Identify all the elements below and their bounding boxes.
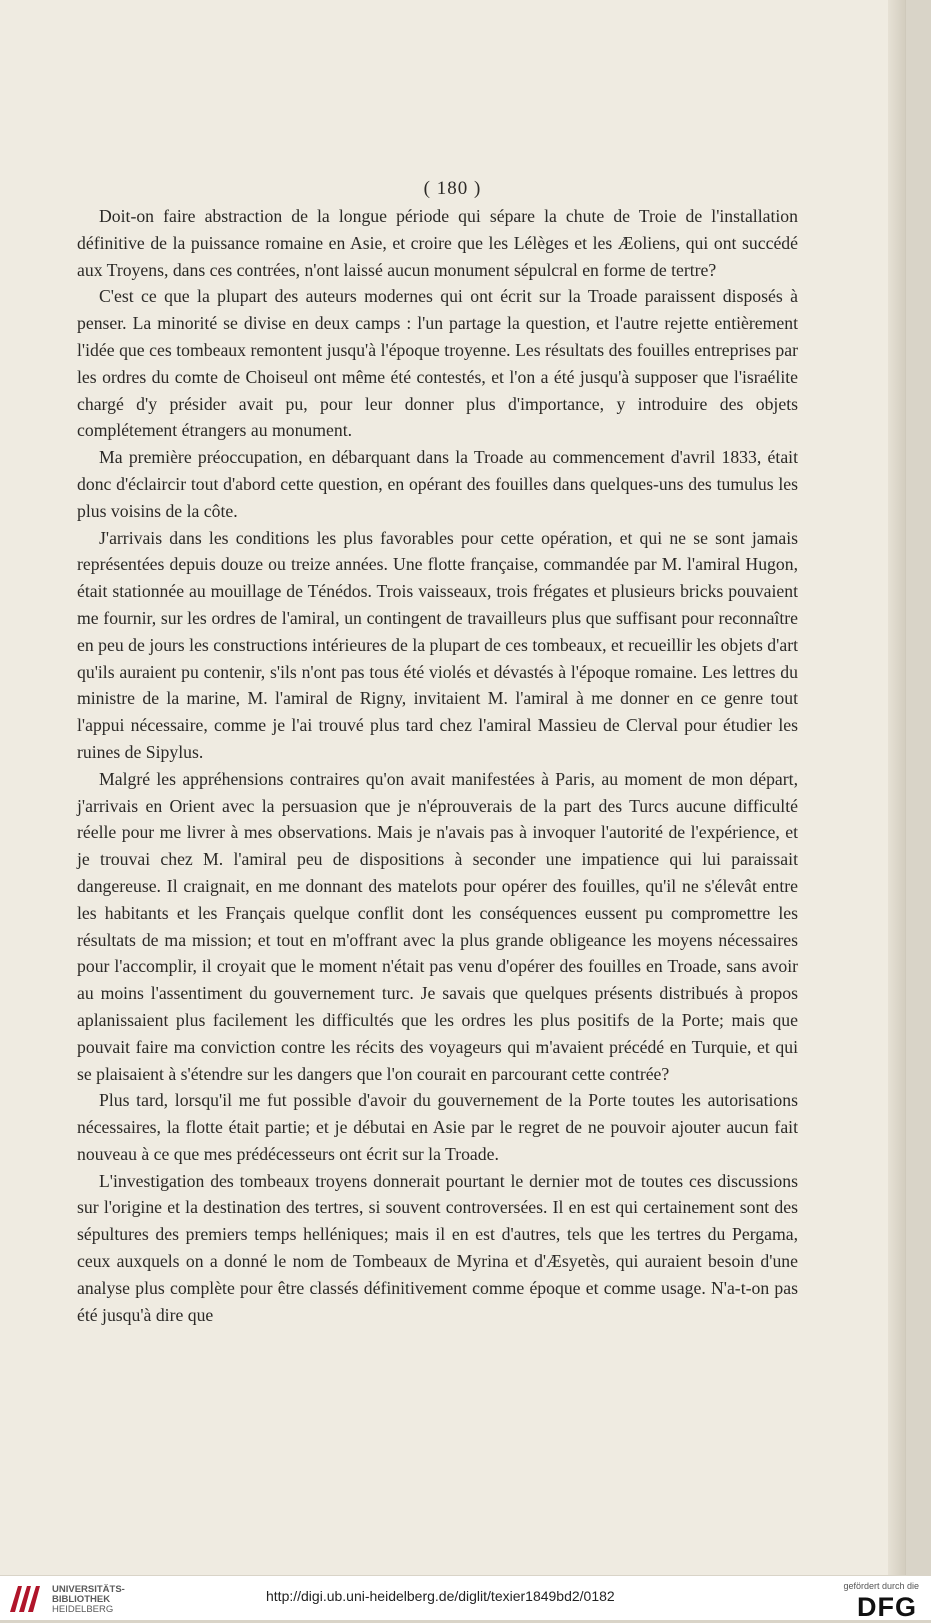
library-name-line: UNIVERSITÄTS- — [52, 1584, 125, 1595]
dfg-logo: DFG — [857, 1592, 917, 1622]
paragraph: Plus tard, lorsqu'il me fut possible d'avoir du gouvernement de la Porte toutes les autorisations nécessaires, la flotte était partie; et je débutai en Asie par le regret de ne pouvoir ajouter aucun fait nouveau à ce que mes prédécesseurs ont écrit sur la Troade. — [77, 1090, 798, 1164]
library-name — [52, 1585, 125, 1615]
funder-caption: gefördert durch die — [843, 1581, 919, 1591]
paragraph: C'est ce que la plupart des auteurs modernes qui ont écrit sur la Troade paraissent disposés à penser. La minorité se divise en deux camps : l'un partage la question, et l'autre rejette entièrement l'idée que ces tombeaux remontent jusqu'à l'époque troyenne. Les résultats des fouilles entreprises par les ordres du comte de Choiseul ont même été contestés, et l'on a été jusqu'à supposer que l'israélite chargé d'y présider avait pu, pour leur donner plus d'importance, y introduire des objets complétement étrangers au monument. — [77, 286, 798, 441]
library-name-line: HEIDELBERG — [52, 1604, 114, 1615]
library-name-line: BIBLIOTHEK — [52, 1594, 111, 1605]
paragraph: J'arrivais dans les conditions les plus favorables pour cette opération, et qui ne se sont jamais représentées depuis douze ou treize années. Une flotte française, commandée par M. l'amiral Hugon, était stationnée au mouillage de Ténédos. Trois vaisseaux, trois frégates et plusieurs bricks pouvaient me fournir, sur les ordres de l'amiral, un contingent de travailleurs plus que suffisant pour reconnaître en peu de jours les constructions intérieures de la plupart de ces tombeaux, et recueillir les objets d'art qu'ils auraient pu contenir, s'ils n'ont pas tous été violés et dévastés à l'époque romaine. Les lettres du ministre de la marine, M. l'amiral de Rigny, invitaient M. l'amiral à me donner en ce genre tout l'appui nécessaire, comme je l'ai trouvé plus tard chez l'amiral Massieu de Clerval pour étudier les ruines de Sipylus. — [77, 527, 798, 762]
viewer-footer — [0, 1576, 931, 1620]
page-number: ( 180 ) — [423, 178, 482, 199]
paragraph: Ma première préoccupation, en débarquant dans la Troade au commencement d'avril 1833, était donc d'éclaircir tout d'abord cette question, en opérant des fouilles dans quelques-uns des tumulus les plus voisins de la côte. — [77, 447, 798, 521]
paragraph: Malgré les appréhensions contraires qu'on avait manifestées à Paris, au moment de mon départ, j'arrivais en Orient avec la persuasion que je n'éprouverais de la part des Turcs aucune difficulté réelle pour me livrer à mes observations. Mais je n'avais pas à invoquer l'autorité de l'expérience, et je trouvai chez M. l'amiral peu de dispositions à seconder une impatience qui lui paraissait dangereuse. Il craignait, en me donnant des matelots pour opérer des fouilles, qu'il ne s'élevât entre les habitants et les Français quelque conflit dont les conséquences eussent pu compromettre les résultats de ma mission; et tout en m'offrant avec la plus grande obligeance les moyens nécessaires pour l'accomplir, il croyait que le moment n'était pas venu d'opérer des fouilles en Troade, sans avoir au moins l'assentiment du gouvernement turc. Je savais que quelques présents distribués à propos aplanissaient plus facilement les difficultés que les ordres les plus positifs de la Porte; mais que pouvait faire ma conviction contre les récits des voyageurs qui m'avaient précédé en Turquie, et qui se plaisaient à s'étendre sur les dangers que l'on courait en parcourant cette contrée? — [77, 768, 798, 1084]
page-edge — [888, 0, 905, 1575]
university-library-logo-icon — [8, 1584, 42, 1614]
paragraph: L'investigation des tombeaux troyens donnerait pourtant le dernier mot de toutes ces discussions sur l'origine et la destination des tertres, si souvent controversées. Il en est qui certainement sont des sépultures des premiers temps helléniques; mais il en est d'autres, tels que les tertres du Pergama, ceux auxquels on a donné le nom de Tombeaux de Myrina et d'Æsyetès, qui auraient besoin d'une analyse plus complète pour être classés définitivement comme époque et comme usage. N'a-t-on pas été jusqu'à dire que — [77, 1170, 798, 1325]
body-text — [77, 203, 798, 1328]
permalink-url[interactable]: http://digi.ub.uni-heidelberg.de/diglit/texier1849bd2/0182 — [266, 1588, 615, 1604]
paragraph: Doit-on faire abstraction de la longue période qui sépare la chute de Troie de l'installation définitive de la puissance romaine en Asie, et croire que les Lélèges et les Æoliens, qui ont succédé aux Troyens, dans ces contrées, n'ont laissé aucun monument sépulcral en forme de tertre? — [77, 206, 798, 280]
